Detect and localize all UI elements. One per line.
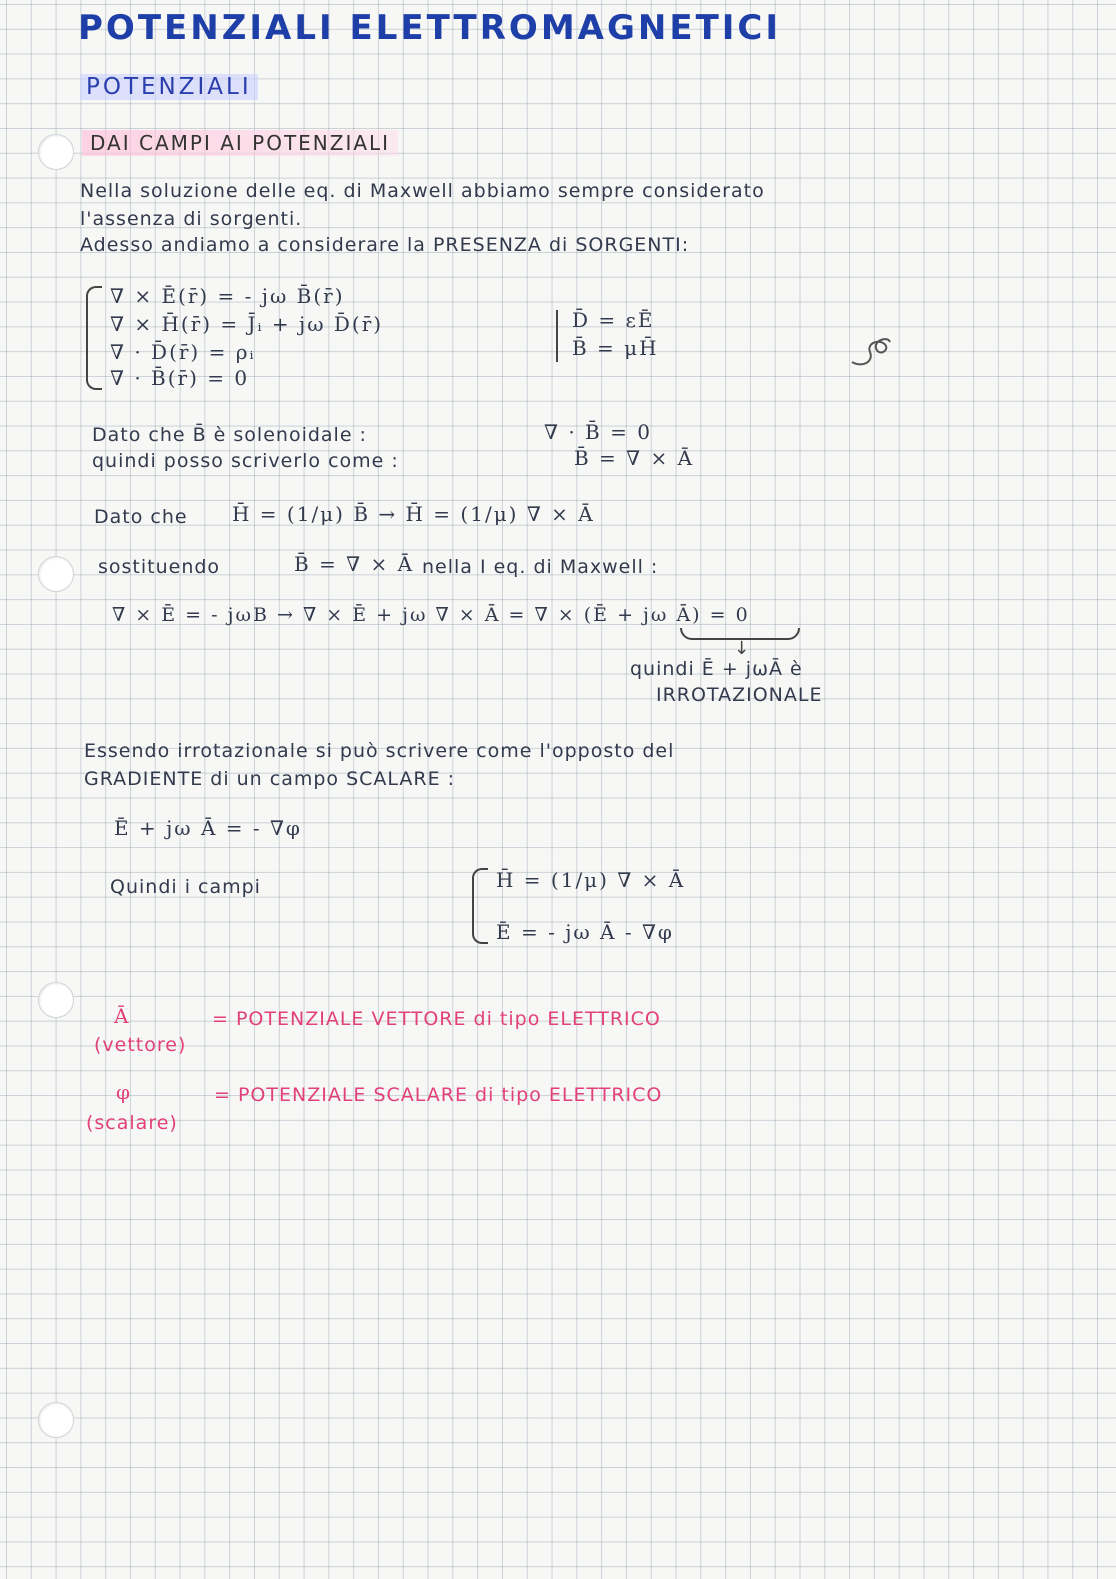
intro-line-1: Nella soluzione delle eq. di Maxwell abbiamo sempre considerato [80, 180, 765, 202]
definition-text-scalar: = POTENZIALE SCALARE di tipo ELETTRICO [214, 1084, 663, 1106]
fields-brace [472, 868, 488, 944]
potential-equation: Ē + jω Ā = - ∇φ [114, 816, 302, 840]
constitutive-eq-2: B̄ = μH̄ [572, 336, 659, 360]
constitutive-eq-1: D̄ = εĒ [572, 308, 655, 332]
section-heading: DAI CAMPI AI POTENZIALI [82, 130, 398, 156]
maxwell-eq-1: ∇ × Ē(r̄) = - jω B̄(r̄) [110, 284, 345, 308]
page-title: POTENZIALI ELETTROMAGNETICI [78, 8, 782, 48]
constitutive-bracket [556, 310, 558, 362]
definition-sublabel-vector: (vettore) [94, 1034, 187, 1056]
definition-text-vector: = POTENZIALE VETTORE di tipo ELETTRICO [212, 1008, 661, 1030]
binder-hole [38, 982, 74, 1018]
vector-potential-eq: B̄ = ∇ × Ā [574, 446, 695, 470]
substitution-eq: B̄ = ∇ × Ā [294, 552, 415, 576]
arrow-down-icon: ↓ [734, 638, 750, 659]
intro-line-3: Adesso andiamo a considerare la PRESENZA di SORGENTI: [80, 234, 690, 256]
definition-symbol-scalar: φ [116, 1080, 133, 1104]
definition-symbol-vector: Ā [114, 1004, 131, 1028]
solenoidal-text: Dato che B̄ è solenoidale : [92, 424, 367, 446]
binder-hole [38, 1402, 74, 1438]
squiggle-mark [848, 332, 894, 372]
intro-line-2: l'assenza di sorgenti. [80, 208, 303, 230]
maxwell-brace [86, 286, 102, 390]
curl-equation: ∇ × Ē = - jωB → ∇ × Ē + jω ∇ × Ā = ∇ × (Ē + jω Ā) = 0 [112, 604, 750, 626]
substitution-text-2: nella I eq. di Maxwell : [422, 556, 659, 578]
binder-hole [38, 134, 74, 170]
solenoidal-eq: ∇ · B̄ = 0 [544, 420, 652, 444]
gradient-line-1: Essendo irrotazionale si può scrivere come l'opposto del [84, 740, 675, 762]
maxwell-eq-3: ∇ · D̄(r̄) = ρᵢ [110, 340, 256, 364]
substitution-text: sostituendo [98, 556, 221, 578]
maxwell-eq-2: ∇ × H̄(r̄) = J̄ᵢ + jω D̄(r̄) [110, 312, 384, 336]
vector-potential-text: quindi posso scriverlo come : [92, 450, 399, 472]
gradient-line-2: GRADIENTE di un campo SCALARE : [84, 768, 456, 790]
fields-label: Quindi i campi [110, 876, 261, 898]
definition-sublabel-scalar: (scalare) [86, 1112, 178, 1134]
binder-hole [38, 556, 74, 592]
maxwell-eq-4: ∇ · B̄(r̄) = 0 [110, 366, 250, 390]
fields-eq-1: H̄ = (1/μ) ∇ × Ā [496, 868, 686, 892]
irrotational-note-2: IRROTAZIONALE [656, 684, 823, 706]
h-relation-text: Dato che [94, 506, 188, 528]
page-subtitle: POTENZIALI [80, 74, 258, 100]
fields-eq-2: Ē = - jω Ā - ∇φ [496, 920, 674, 944]
irrotational-note-1: quindi Ē + jωĀ è [630, 658, 803, 680]
h-relation-eq: H̄ = (1/μ) B̄ → H̄ = (1/μ) ∇ × Ā [232, 502, 595, 526]
